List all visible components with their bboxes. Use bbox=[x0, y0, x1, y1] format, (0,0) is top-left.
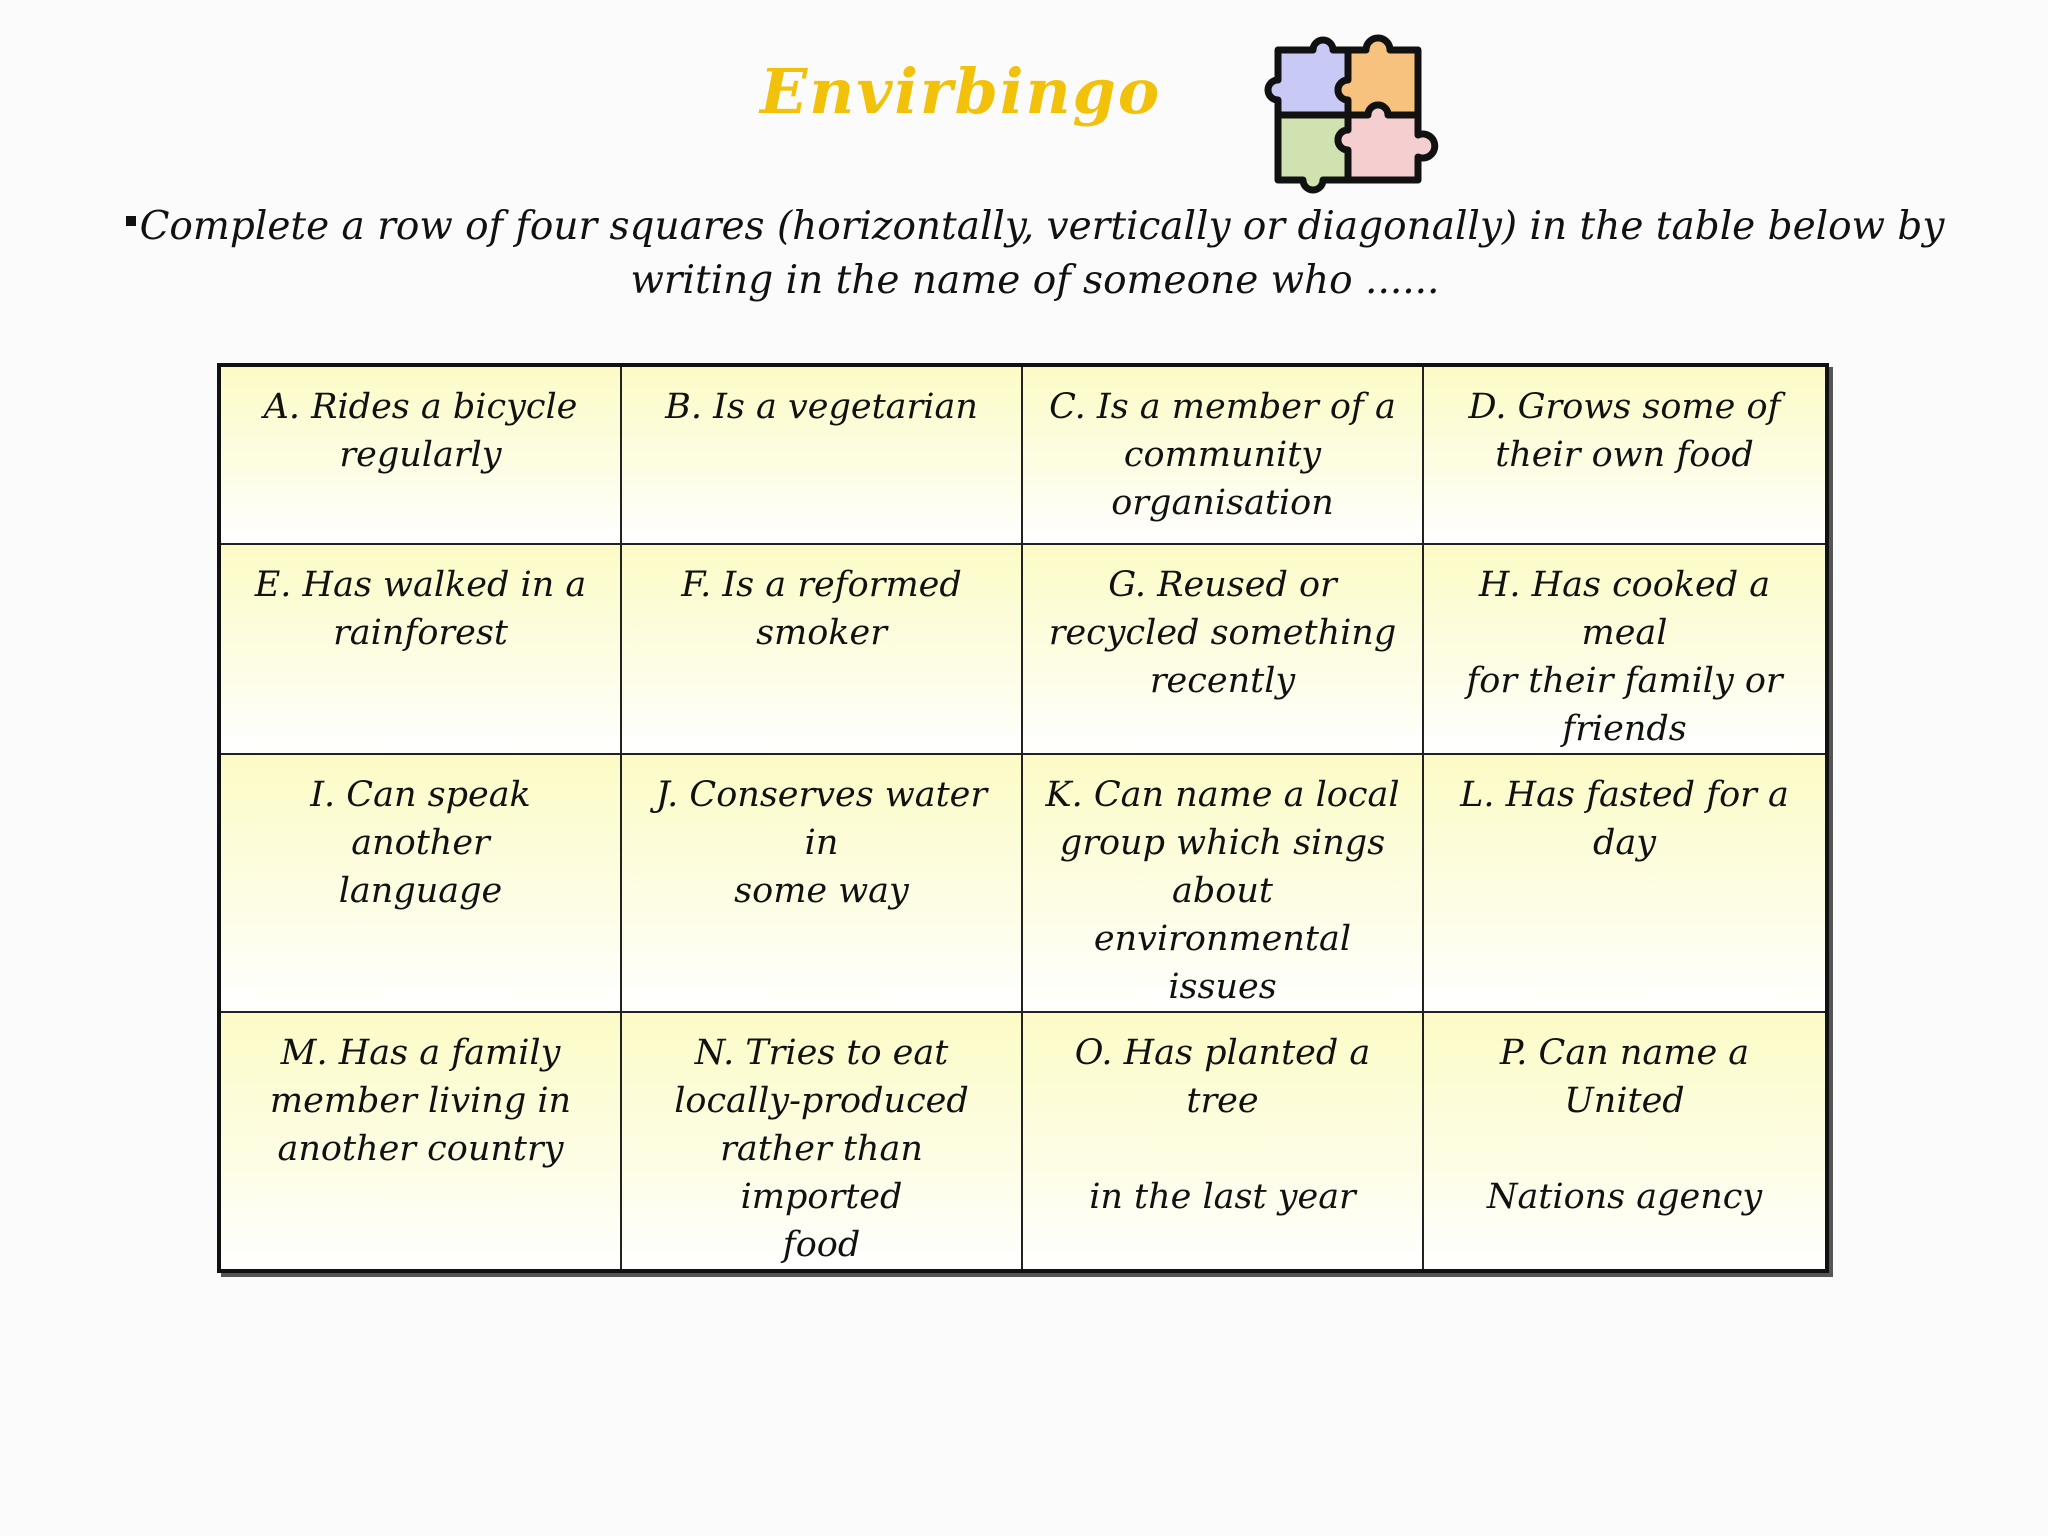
bullet-icon bbox=[126, 216, 136, 226]
bingo-cell-d[interactable]: D. Grows some of their own food bbox=[1424, 367, 1825, 545]
bingo-cell-j[interactable]: J. Conserves water in some way bbox=[622, 755, 1023, 1013]
puzzle-pieces-icon bbox=[1258, 20, 1440, 200]
bingo-cell-k[interactable]: K. Can name a local group which sings about environmental issues bbox=[1023, 755, 1424, 1013]
bingo-cell-g[interactable]: G. Reused or recycled something recently bbox=[1023, 545, 1424, 755]
bingo-cell-h[interactable]: H. Has cooked a meal for their family or friends bbox=[1424, 545, 1825, 755]
instructions-text bbox=[120, 200, 1950, 308]
bingo-cell-l[interactable]: L. Has fasted for a day bbox=[1424, 755, 1825, 1013]
bingo-grid bbox=[217, 363, 1829, 1273]
bingo-cell-c[interactable]: C. Is a member of a community organisation bbox=[1023, 367, 1424, 545]
bingo-cell-b[interactable]: B. Is a vegetarian bbox=[622, 367, 1023, 545]
bingo-cell-a[interactable]: A. Rides a bicycle regularly bbox=[221, 367, 622, 545]
bingo-cell-m[interactable]: M. Has a family member living in another country bbox=[221, 1013, 622, 1269]
instructions-label: Complete a row of four squares (horizontally, vertically or diagonally) in the table below by writing in the name of someone who ...... bbox=[139, 204, 1945, 303]
bingo-cell-p[interactable]: P. Can name a United Nations agency bbox=[1424, 1013, 1825, 1269]
bingo-cell-e[interactable]: E. Has walked in a rainforest bbox=[221, 545, 622, 755]
page-title: Envirbingo bbox=[760, 55, 1162, 128]
bingo-cell-f[interactable]: F. Is a reformed smoker bbox=[622, 545, 1023, 755]
bingo-cell-i[interactable]: I. Can speak another language bbox=[221, 755, 622, 1013]
bingo-cell-o[interactable]: O. Has planted a tree in the last year bbox=[1023, 1013, 1424, 1269]
bingo-cell-n[interactable]: N. Tries to eat locally-produced rather than imported food bbox=[622, 1013, 1023, 1269]
